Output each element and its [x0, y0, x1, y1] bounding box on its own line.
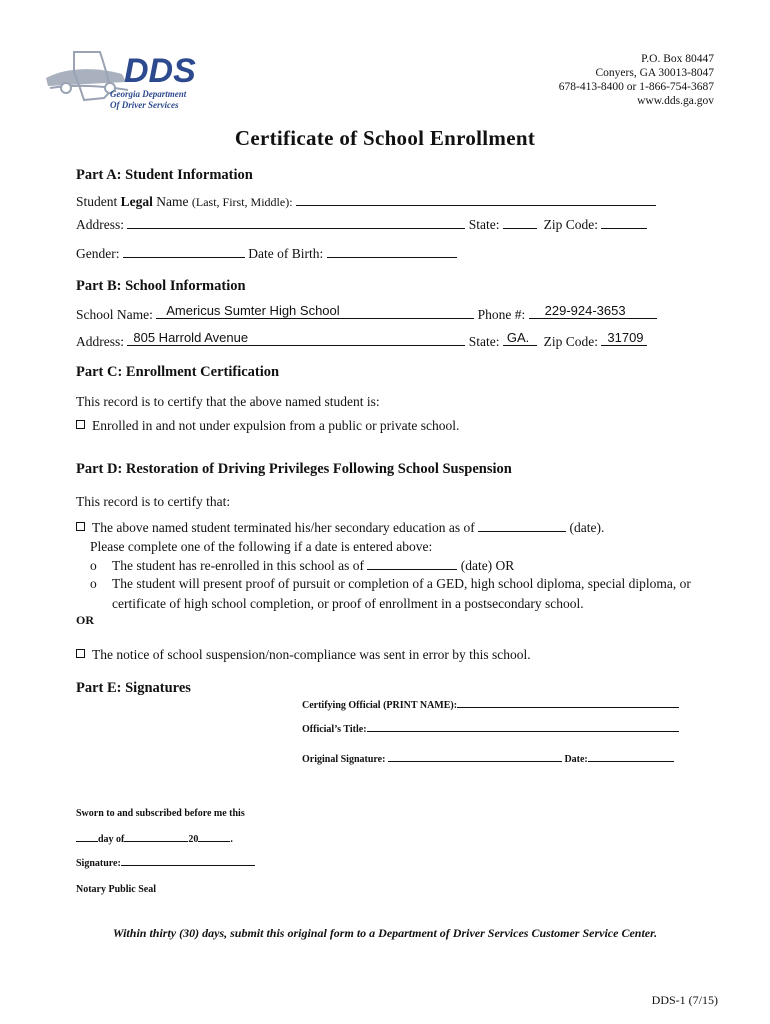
student-name-field[interactable]	[296, 193, 656, 206]
address-label: Address:	[76, 217, 124, 232]
reenrolled-option	[90, 557, 514, 574]
error-option-label: The notice of school suspension/non-compliance was sent in error by this school.	[92, 647, 531, 662]
ged-option	[90, 576, 691, 592]
sworn-text: Sworn to and subscribed before me this	[76, 808, 245, 819]
logo-sub2: Of Driver Services	[110, 100, 179, 110]
radio-bullet[interactable]: o	[90, 576, 97, 591]
error-option	[76, 647, 531, 663]
school-name-label: School Name:	[76, 307, 153, 322]
school-name-row	[76, 303, 657, 323]
dds-logo	[44, 48, 234, 114]
school-name-value: Americus Sumter High School	[166, 303, 340, 318]
part-c-heading: Part C: Enrollment Certification	[76, 364, 280, 380]
logo-sub1: Georgia Department	[110, 89, 187, 99]
phone-field[interactable]	[529, 303, 657, 319]
signature-field[interactable]	[388, 752, 562, 762]
school-address-label: Address:	[76, 334, 124, 349]
logo-text: DDS	[124, 52, 196, 90]
address-line: 678-413-8400 or 1-866-754-3687	[558, 81, 714, 93]
phone-label: Phone #:	[477, 307, 526, 322]
state-label: State:	[468, 217, 500, 232]
enrolled-checkbox[interactable]	[76, 420, 85, 429]
terminated-checkbox[interactable]	[76, 522, 85, 531]
notary-date-row: day of 20 .	[76, 832, 233, 845]
terminated-option-label: The above named student terminated his/her secondary education as of	[92, 520, 475, 535]
official-title-row	[302, 722, 679, 735]
student-address-field[interactable]	[127, 216, 465, 229]
notary-day-field[interactable]	[76, 832, 98, 842]
notary-signature-field[interactable]	[121, 856, 255, 866]
enrolled-option	[76, 418, 459, 434]
dob-label: Date of Birth:	[248, 246, 324, 261]
termination-date-field[interactable]	[478, 519, 566, 532]
part-b-heading: Part B: School Information	[76, 278, 246, 294]
date-label: Date:	[564, 754, 588, 765]
address-line: Conyers, GA 30013-8047	[595, 67, 714, 79]
notary-seal-label: Notary Public Seal	[76, 884, 156, 895]
day-of-label: day of	[98, 834, 125, 845]
gender-label: Gender:	[76, 246, 120, 261]
signature-row	[302, 752, 674, 765]
error-checkbox[interactable]	[76, 649, 85, 658]
ged-label-line1: The student will present proof of pursuit or completion of a GED, high school diploma, special diploma, or	[112, 576, 691, 591]
signature-label: Original Signature:	[302, 754, 386, 765]
student-state-field[interactable]	[503, 216, 537, 229]
student-zip-field[interactable]	[601, 216, 647, 229]
address-line: www.dds.ga.gov	[637, 95, 714, 107]
form-number: DDS-1 (7/15)	[651, 993, 718, 1007]
terminated-option	[76, 519, 604, 536]
agency-address	[559, 52, 714, 108]
part-c-intro: This record is to certify that the above named student is:	[76, 394, 380, 409]
part-a-heading: Part A: Student Information	[76, 167, 253, 183]
dob-field[interactable]	[327, 245, 457, 258]
name-label-bold: Legal	[120, 194, 153, 209]
reenrolled-date-field[interactable]	[367, 557, 457, 570]
name-label-post: Name	[152, 194, 192, 209]
school-address-field[interactable]	[127, 330, 465, 346]
student-address-row	[76, 216, 647, 233]
school-zip-value: 31709	[607, 330, 644, 345]
notary-month-field[interactable]	[124, 832, 188, 842]
school-state-label: State:	[468, 334, 500, 349]
notary-year-field[interactable]	[198, 832, 230, 842]
school-state-field[interactable]	[503, 330, 537, 346]
school-zip-label: Zip Code:	[543, 334, 598, 349]
submission-instruction: Within thirty (30) days, submit this original form to a Department of Driver Services Customer Service Center.	[112, 926, 658, 940]
official-title-field[interactable]	[367, 722, 679, 732]
terminated-date-suffix: (date).	[569, 520, 605, 535]
notary-signature-label: Signature:	[76, 858, 121, 869]
phone-value: 229-924-3653	[544, 303, 626, 318]
enrolled-option-label: Enrolled in and not under expulsion from a public or private school.	[92, 418, 460, 433]
school-state-value: GA.	[506, 330, 530, 345]
gender-field[interactable]	[123, 245, 245, 258]
name-label-pre: Student	[76, 194, 121, 209]
official-name-label: Certifying Official (PRINT NAME):	[302, 700, 458, 711]
radio-bullet[interactable]: o	[90, 558, 97, 573]
official-name-field[interactable]	[457, 698, 679, 708]
school-address-row	[76, 330, 647, 350]
school-zip-field[interactable]	[601, 330, 647, 346]
student-name-row	[76, 193, 656, 210]
or-separator: OR	[76, 613, 94, 627]
address-line: P.O. Box 80447	[641, 53, 714, 65]
gender-dob-row	[76, 245, 457, 262]
page-title: Certificate of School Enrollment	[234, 126, 536, 150]
part-d-intro: This record is to certify that:	[76, 494, 231, 509]
part-e-heading: Part E: Signatures	[76, 680, 191, 696]
name-hint: (Last, First, Middle):	[191, 195, 293, 209]
official-name-row	[302, 698, 679, 711]
ged-label-line2: certificate of high school completion, or proof of enrollment in a postsecondary school.	[112, 596, 584, 611]
official-title-label: Official’s Title:	[302, 724, 367, 735]
reenrolled-label: The student has re-enrolled in this school as of	[112, 558, 364, 573]
complete-instruction: Please complete one of the following if a date is entered above:	[90, 539, 433, 554]
signature-date-field[interactable]	[588, 752, 674, 762]
year-prefix: 20	[188, 834, 199, 845]
school-name-field[interactable]	[156, 303, 474, 319]
reenrolled-date-suffix: (date) OR	[460, 558, 515, 573]
part-d-heading: Part D: Restoration of Driving Privileges Following School Suspension	[76, 461, 512, 477]
school-address-value: 805 Harrold Avenue	[133, 330, 249, 345]
notary-signature-row	[76, 856, 255, 869]
zip-label: Zip Code:	[543, 217, 598, 232]
